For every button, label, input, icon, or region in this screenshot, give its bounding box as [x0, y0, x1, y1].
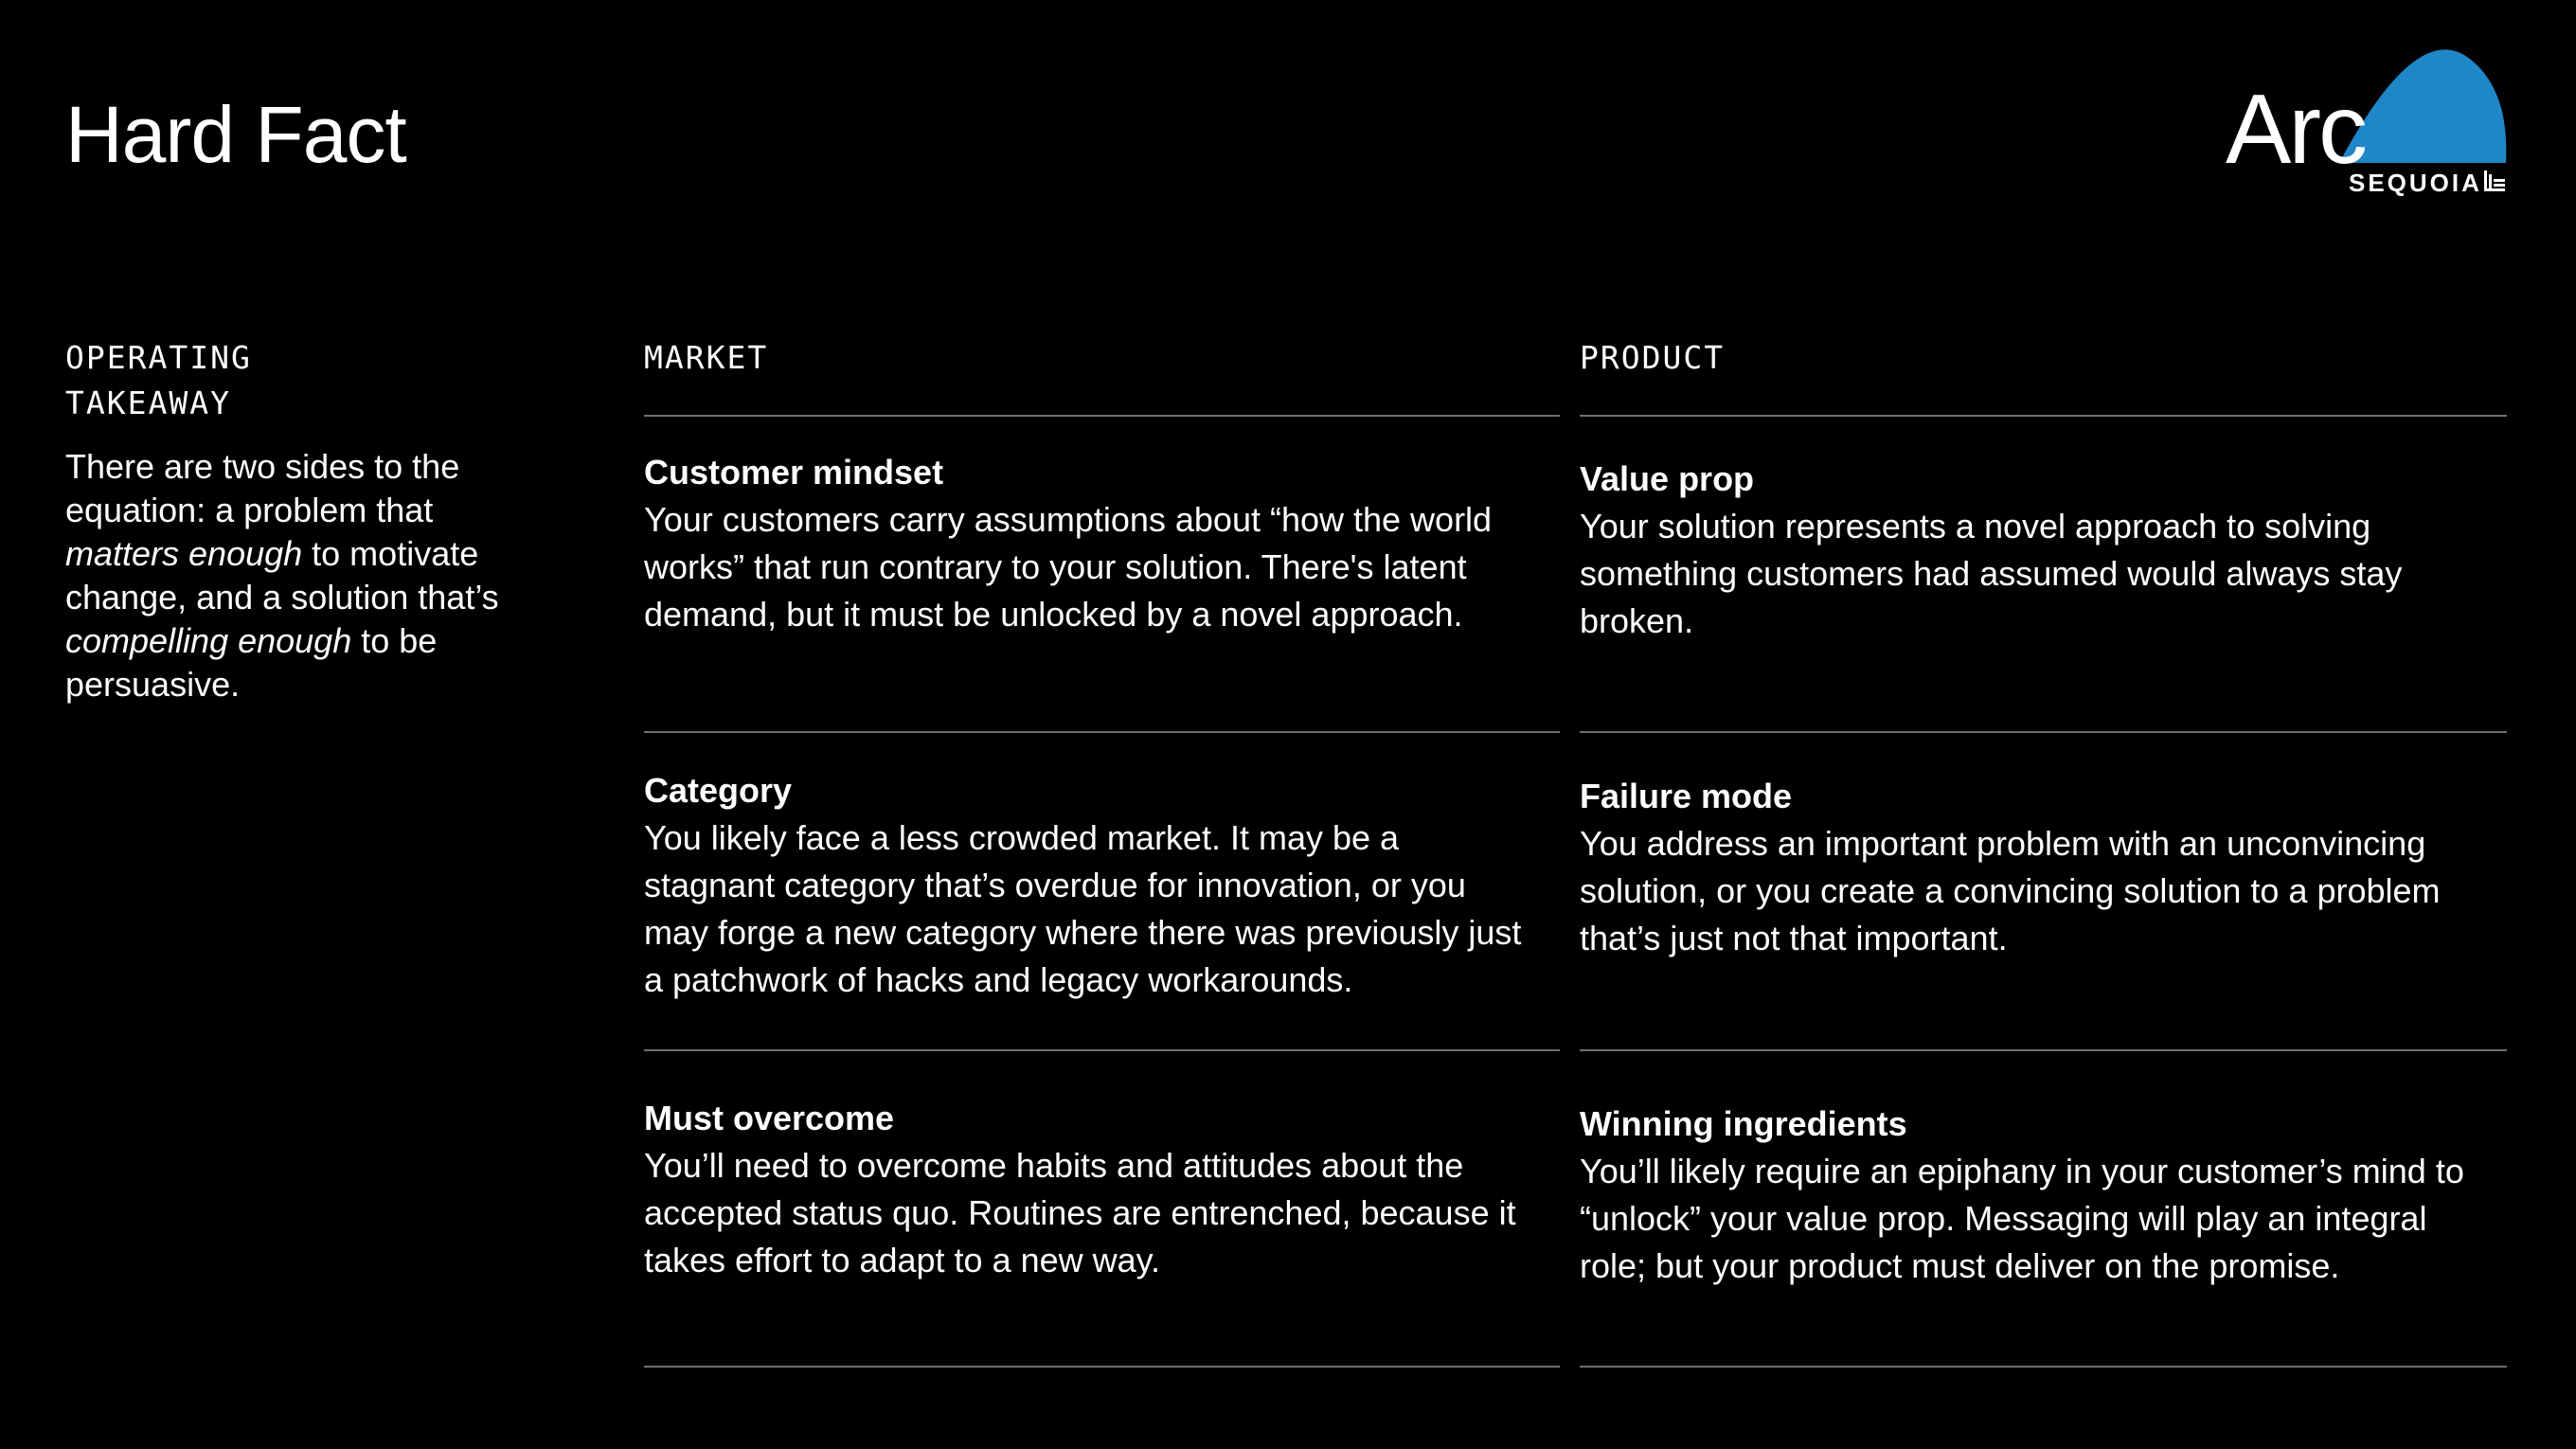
logo-sub: SEQUOIA [2349, 169, 2482, 197]
cell-body: Your solution represents a novel approach to solving something customers had assumed would always stay broken. [1580, 507, 2403, 640]
operating-takeaway-label: OPERATING TAKEAWAY [65, 339, 252, 421]
arc-sequoia-logo [2226, 49, 2510, 201]
divider [1580, 1366, 2507, 1368]
cell-heading: Customer mindset [644, 453, 944, 492]
market-cell-customer-mindset [644, 449, 1525, 638]
operating-takeaway-text [65, 445, 510, 707]
cell-body: You’ll likely require an epiphany in your customer’s mind to “unlock” your value prop. Messaging will play an integral role; but your product must deliver on the promise. [1580, 1152, 2464, 1285]
divider [644, 731, 1560, 733]
divider [1580, 731, 2507, 733]
divider [644, 1366, 1560, 1368]
divider [644, 1049, 1560, 1051]
market-cell-category [644, 767, 1525, 1004]
cell-heading: Value prop [1580, 459, 1755, 498]
product-column-label: PRODUCT [1580, 339, 1726, 376]
cell-heading: Must overcome [644, 1099, 895, 1137]
divider [1580, 415, 2507, 417]
takeaway-emphasis: compelling enough [65, 621, 352, 660]
market-column-label: MARKET [644, 339, 769, 376]
takeaway-part: to be persuasive. [65, 621, 438, 704]
product-cell-winning-ingredients [1580, 1100, 2470, 1290]
sequoia-mark-icon [2484, 170, 2505, 191]
cell-body: You address an important problem with an unconvincing solution, or you create a convincing solution to a problem that’s just not that important. [1580, 824, 2441, 957]
slide-title: Hard Fact [65, 90, 406, 179]
product-cell-failure-mode [1580, 773, 2470, 962]
product-cell-value-prop [1580, 456, 2470, 645]
takeaway-emphasis: matters enough [65, 534, 303, 573]
cell-heading: Category [644, 771, 793, 810]
cell-body: You’ll need to overcome habits and attitudes about the accepted status quo. Routines are entrenched, because it takes effort to adapt to a new way. [644, 1146, 1516, 1279]
takeaway-part: There are two sides to the equation: a problem that [65, 447, 460, 529]
cell-body: You likely face a less crowded market. It may be a stagnant category that’s overdue for innovation, or you may forge a new category where there was previously just a patchwork of hacks and legacy workarounds. [644, 818, 1522, 999]
takeaway-part: to motivate change, and a solution that’s [65, 534, 499, 617]
market-cell-must-overcome [644, 1095, 1525, 1284]
divider [1580, 1049, 2507, 1051]
divider [644, 415, 1560, 417]
cell-heading: Failure mode [1580, 777, 1793, 815]
cell-body: Your customers carry assumptions about “how the world works” that run contrary to your solution. There's latent demand, but it must be unlocked by a novel approach. [644, 500, 1493, 634]
cell-heading: Winning ingredients [1580, 1104, 1907, 1143]
arc-logo-icon [2226, 49, 2510, 201]
logo-word: Arc [2226, 75, 2365, 185]
